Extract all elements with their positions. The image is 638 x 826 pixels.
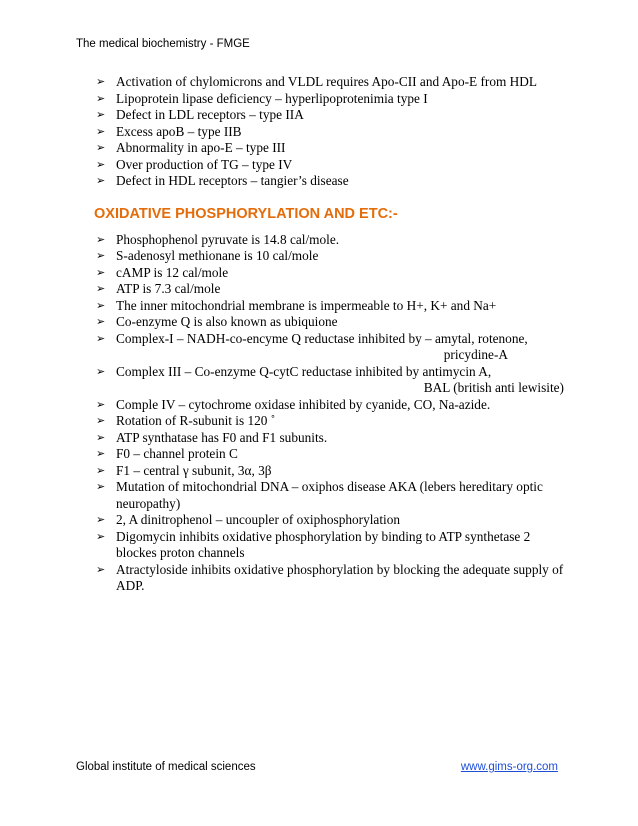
list-item: ➢ Rotation of R-subunit is 120 ˚ <box>96 413 276 428</box>
arrow-bullet-icon: ➢ <box>96 108 106 121</box>
arrow-bullet-icon: ➢ <box>96 298 106 312</box>
list-item: ➢ F0 – channel protein C <box>96 446 238 461</box>
list-item: ➢ Defect in HDL receptors – tangier’s disease <box>96 173 349 188</box>
list-item: ➢ 2, A dinitrophenol – uncoupler of oxiphosphorylation <box>96 512 401 527</box>
section-heading: OXIDATIVE PHOSPHORYLATION AND ETC:- <box>94 205 398 222</box>
list-item: ➢ The inner mitochondrial membrane is impermeable to H+, K+ and Na+ <box>96 297 497 313</box>
list-item: ➢ Abnormality in apo-E – type III <box>96 140 286 155</box>
arrow-bullet-icon: ➢ <box>96 157 106 171</box>
arrow-bullet-icon: ➢ <box>96 141 106 154</box>
arrow-bullet-icon: ➢ <box>96 124 106 138</box>
lipoprotein-list <box>96 74 566 190</box>
arrow-bullet-icon: ➢ <box>96 529 106 543</box>
list-item: ➢ S-adenosyl methionane is 10 cal/mole <box>96 248 319 263</box>
footer-website-link[interactable]: www.gims-org.com <box>460 761 558 773</box>
list-item: ➢ Mutation of mitochondrial DNA – oxiphos disease AKA (lebers hereditary optic neuropathy) <box>96 479 543 511</box>
page-header-title: The medical biochemistry - FMGE <box>76 38 250 50</box>
arrow-bullet-icon: ➢ <box>96 463 106 477</box>
list-item: ➢ Co-enzyme Q is also known as ubiquione <box>96 314 338 329</box>
arrow-bullet-icon: ➢ <box>96 232 106 246</box>
list-item: ➢ Digomycin inhibits oxidative phosphorylation by binding to ATP synthetase 2 blockes proton channels <box>96 528 531 560</box>
arrow-bullet-icon: ➢ <box>96 75 106 88</box>
arrow-bullet-icon: ➢ <box>96 513 106 526</box>
list-item: ➢ Complex III – Co-enzyme Q-cytC reductase inhibited by antimycin A, BAL (british anti lewisite) <box>96 363 564 395</box>
arrow-bullet-icon: ➢ <box>96 480 106 493</box>
list-item: ➢ Comple IV – cytochrome oxidase inhibited by cyanide, CO, Na-azide. <box>96 396 491 412</box>
arrow-bullet-icon: ➢ <box>96 282 106 295</box>
list-item: ➢ Excess apoB – type IIB <box>96 123 242 139</box>
arrow-bullet-icon: ➢ <box>96 174 106 187</box>
document-body <box>96 74 566 595</box>
list-item: ➢ ATP is 7.3 cal/mole <box>96 281 221 296</box>
arrow-bullet-icon: ➢ <box>96 331 106 345</box>
list-item-continuation: BAL (british anti lewisite) <box>423 380 564 395</box>
list-item: ➢ Complex-I – NADH-co-encyme Q reductase inhibited by – amytal, rotenone, pricydine-A <box>96 331 566 364</box>
list-item: ➢ Atractyloside inhibits oxidative phosphorylation by blocking the adequate supply of ADP. <box>96 561 564 593</box>
list-item: ➢ Lipoprotein lipase deficiency – hyperlipoprotenimia type I <box>96 90 428 106</box>
list-item: ➢ Defect in LDL receptors – type IIA <box>96 107 304 122</box>
arrow-bullet-icon: ➢ <box>96 249 106 262</box>
list-item: ➢ Activation of chylomicrons and VLDL requires Apo-CII and Apo-E from HDL <box>96 74 537 89</box>
list-item: ➢ Over production of TG – type IV <box>96 156 293 172</box>
arrow-bullet-icon: ➢ <box>96 315 106 328</box>
footer-institute-name: Global institute of medical sciences <box>76 761 256 773</box>
arrow-bullet-icon: ➢ <box>96 430 106 444</box>
list-item: ➢ F1 – central γ subunit, 3α, 3β <box>96 462 272 478</box>
arrow-bullet-icon: ➢ <box>96 364 106 378</box>
arrow-bullet-icon: ➢ <box>96 91 106 105</box>
arrow-bullet-icon: ➢ <box>96 562 106 576</box>
list-item: ➢ cAMP is 12 cal/mole <box>96 264 229 280</box>
arrow-bullet-icon: ➢ <box>96 397 106 411</box>
arrow-bullet-icon: ➢ <box>96 414 106 427</box>
list-item-continuation: pricydine-A <box>443 347 508 362</box>
list-item: ➢ ATP synthatase has F0 and F1 subunits. <box>96 429 328 445</box>
oxidative-phosphorylation-list <box>96 232 566 595</box>
list-item: ➢ Phosphophenol pyruvate is 14.8 cal/mole. <box>96 231 340 247</box>
arrow-bullet-icon: ➢ <box>96 265 106 279</box>
arrow-bullet-icon: ➢ <box>96 447 106 460</box>
